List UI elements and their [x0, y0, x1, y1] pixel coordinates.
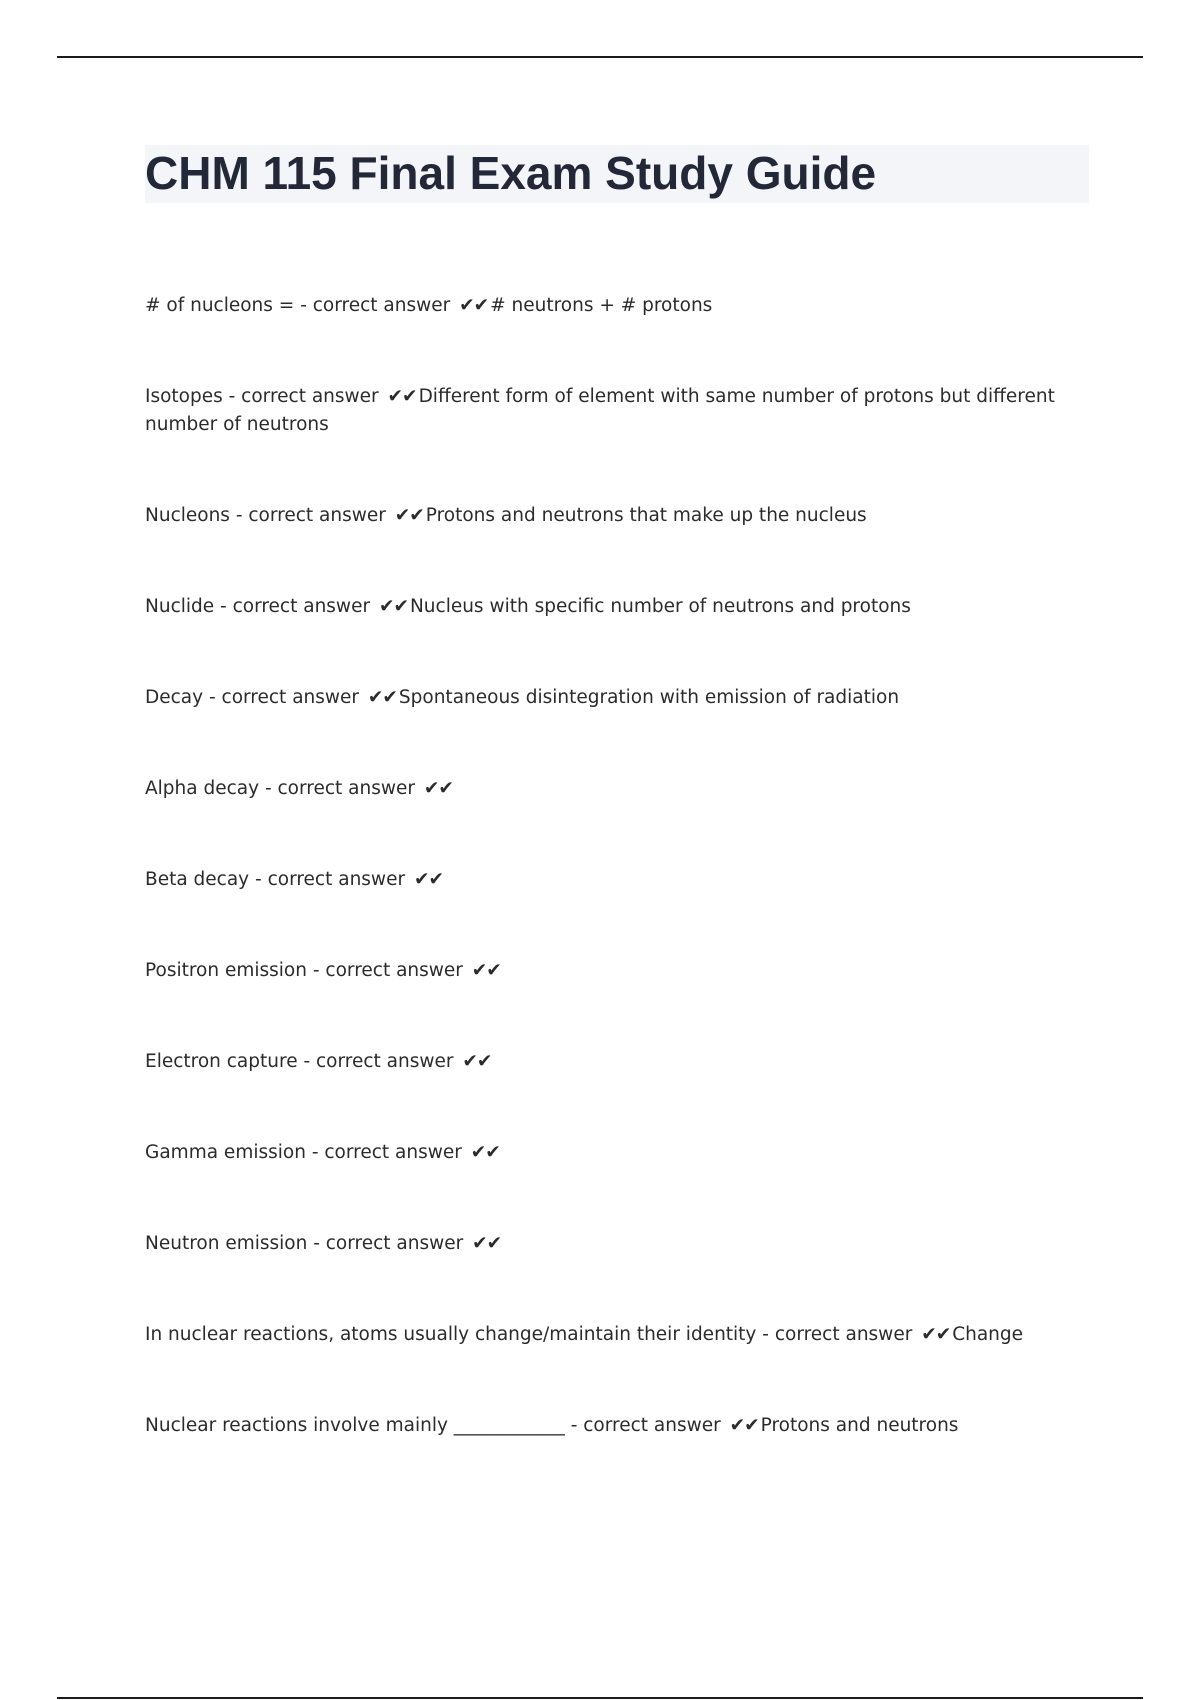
correct-answer-label: - correct answer [214, 596, 376, 617]
question-text: Nuclide [145, 596, 215, 617]
qa-item [145, 775, 1065, 803]
question-text: Alpha decay [145, 778, 260, 799]
correct-answer-label: - correct answer [294, 295, 457, 316]
footer-rule [57, 1697, 1143, 1699]
correct-answer-label: - correct answer [229, 505, 392, 526]
answer-text: Change [952, 1324, 1024, 1345]
answer-text: Protons and neutrons that make up the nucleus [425, 505, 867, 526]
double-check-icon: ✔✔ [413, 869, 443, 890]
double-check-icon: ✔✔ [387, 386, 417, 407]
question-text: Beta decay [145, 869, 250, 890]
correct-answer-label: - correct answer [306, 960, 469, 981]
qa-item [145, 383, 1065, 439]
double-check-icon: ✔✔ [921, 1324, 951, 1345]
correct-answer-label: - correct answer [305, 1142, 468, 1163]
question-text: # of nucleons = [145, 295, 295, 316]
double-check-icon: ✔✔ [472, 1233, 502, 1254]
question-text: In nuclear reactions, atoms usually change/maintain their identity [145, 1324, 757, 1345]
question-text: Positron emission [145, 960, 307, 981]
double-check-icon: ✔✔ [470, 1142, 500, 1163]
correct-answer-label: - correct answer [222, 386, 385, 407]
correct-answer-label: - correct answer [297, 1051, 460, 1072]
question-text: Neutron emission [145, 1233, 308, 1254]
double-check-icon: ✔✔ [459, 295, 489, 316]
qa-item [145, 593, 1065, 621]
question-text: Nuclear reactions involve mainly ____________ [145, 1415, 565, 1436]
double-check-icon: ✔✔ [729, 1415, 759, 1436]
qa-item [145, 502, 1065, 530]
answer-text: # neutrons + # protons [490, 295, 713, 316]
double-check-icon: ✔✔ [378, 596, 408, 617]
double-check-icon: ✔✔ [471, 960, 501, 981]
double-check-icon: ✔✔ [423, 778, 453, 799]
answer-text: Protons and neutrons [760, 1415, 959, 1436]
correct-answer-label: - correct answer [249, 869, 411, 890]
correct-answer-label: - correct answer [203, 687, 365, 708]
answer-text: Nucleus with specific number of neutrons and protons [409, 596, 911, 617]
qa-item [145, 1230, 1065, 1258]
question-text: Decay [145, 687, 204, 708]
question-text: Gamma emission [145, 1142, 306, 1163]
double-check-icon: ✔✔ [367, 687, 397, 708]
question-text: Nucleons [145, 505, 230, 526]
qa-item [145, 866, 1065, 894]
double-check-icon: ✔✔ [394, 505, 424, 526]
qa-item [145, 292, 1065, 320]
correct-answer-label: - correct answer [307, 1233, 470, 1254]
header-rule [57, 56, 1143, 58]
correct-answer-label: - correct answer [564, 1415, 727, 1436]
qa-item [145, 1412, 1065, 1440]
qa-item [145, 1139, 1065, 1167]
question-text: Isotopes [145, 386, 223, 407]
page-title: CHM 115 Final Exam Study Guide [145, 147, 877, 199]
correct-answer-label: - correct answer [756, 1324, 919, 1345]
qa-item [145, 1321, 1065, 1349]
question-text: Electron capture [145, 1051, 298, 1072]
correct-answer-label: - correct answer [259, 778, 421, 799]
qa-item [145, 684, 1065, 712]
double-check-icon: ✔✔ [462, 1051, 492, 1072]
qa-item [145, 957, 1065, 985]
answer-text: Spontaneous disintegration with emission of radiation [398, 687, 900, 708]
qa-item [145, 1048, 1065, 1076]
answer-text: Different form of element with same number of protons but different number of neutrons [145, 386, 1055, 435]
qa-list [145, 292, 1065, 1503]
